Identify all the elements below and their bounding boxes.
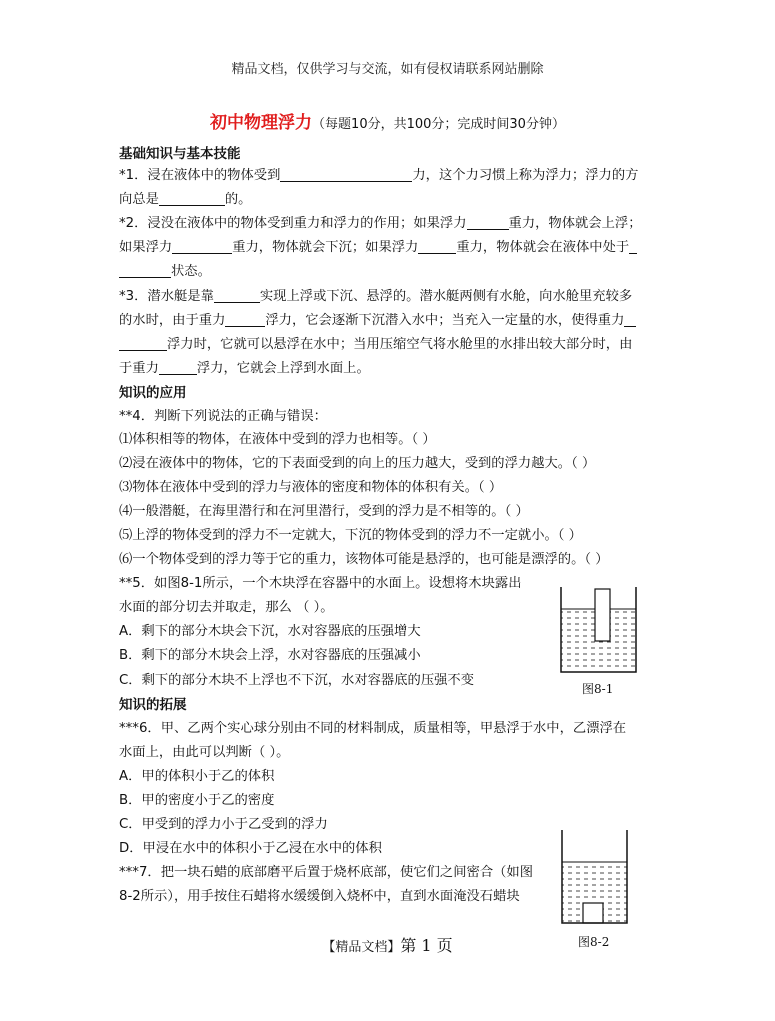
q3-line2: 的水时，由于重力 浮力，它会逐渐下沉潜入水中；当充入一定量的水，使得重力 xyxy=(119,310,636,332)
q5-stem-line1: **5．如图8-1所示，一个木块浮在容器中的水面上。设想将木块露出 xyxy=(119,576,522,591)
q5-option-a: A．剩下的部分木块会下沉，水对容器底的压强增大 xyxy=(119,624,421,639)
q1-line1: *1．浸在液体中的物体受到 力，这个力习惯上称为浮力；浮力的方 xyxy=(119,168,639,183)
figure-8-2-wax-in-beaker xyxy=(559,828,631,928)
wax-block xyxy=(583,903,603,923)
q3-blank-4 xyxy=(159,360,197,375)
q1-blank-2 xyxy=(159,191,225,206)
wood-block xyxy=(595,589,610,641)
page-footer xyxy=(0,933,775,956)
q6-option-d: D．甲浸在水中的体积小于乙浸在水中的体积 xyxy=(119,841,382,856)
section-heading-basic: 基础知识与基本技能 xyxy=(119,146,241,162)
q6-option-b: B．甲的密度小于乙的密度 xyxy=(119,793,275,808)
q2-blank-4a xyxy=(629,239,637,254)
q2-blank-3 xyxy=(418,239,456,254)
title-main: 初中物理浮力 xyxy=(210,113,313,133)
q2-line3: 状态。 xyxy=(119,261,211,283)
q3-blank-1 xyxy=(214,288,260,303)
q7-stem-line1: ***7．把一块石蜡的底部磨平后置于烧杯底部，使它们之间密合（如图 xyxy=(119,865,534,880)
q5-option-b: B．剩下的部分木块会上浮，水对容器底的压强减小 xyxy=(119,648,421,663)
q2-blank-4b xyxy=(119,263,171,278)
q6-option-c: C．甲受到的浮力小于乙受到的浮力 xyxy=(119,817,328,832)
q2-line2: 如果浮力 重力，物体就会下沉；如果浮力 重力，物体就会在液体中处于 xyxy=(119,237,637,259)
q2-blank-1 xyxy=(467,215,509,230)
q6-stem-line1: ***6．甲、乙两个实心球分别由不同的材料制成，质量相等，甲悬浮于水中，乙漂浮在 xyxy=(119,721,627,736)
watermark-text: 精品文档，仅供学习与交流，如有侵权请联系网站删除 xyxy=(231,62,544,77)
figure-8-1-label: 图8-1 xyxy=(582,682,614,696)
q3-line1: *3．潜水艇是靠 实现上浮或下沉、悬浮的。潜水艇两侧有水舱，向水舱里充较多 xyxy=(119,289,633,304)
q2-line1: *2．浸没在液体中的物体受到重力和浮力的作用；如果浮力 重力，物体就会上浮； xyxy=(119,216,642,231)
footer-tag: 【精品文档】 xyxy=(322,940,401,955)
q4-item: ⑶物体在液体中受到的浮力与液体的密度和物体的体积有关。（ ） xyxy=(119,480,503,495)
q4-item: ⑸上浮的物体受到的浮力不一定就大，下沉的物体受到的浮力不一定就小。（ ） xyxy=(119,528,582,543)
q4-item: ⑷一般潜艇，在海里潜行和在河里潜行，受到的浮力是不相等的。（ ） xyxy=(119,504,529,519)
section-heading-extend: 知识的拓展 xyxy=(119,697,187,713)
q1-line2: 向总是 的。 xyxy=(119,192,252,207)
figure-8-1-floating-block xyxy=(558,585,640,677)
q4-item: ⑹一个物体受到的浮力等于它的重力，该物体可能是悬浮的，也可能是漂浮的。（ ） xyxy=(119,552,609,567)
q6-stem-line2: 水面上，由此可以判断（ ）。 xyxy=(119,745,290,760)
q3-line4: 于重力 浮力，它就会上浮到水面上。 xyxy=(119,361,370,376)
page-title xyxy=(0,108,775,133)
q3-blank-3a xyxy=(624,312,636,327)
q5-stem-line2: 水面的部分切去并取走，那么 （ ）。 xyxy=(119,600,334,615)
q1-blank-1 xyxy=(280,167,412,182)
q4-stem: **4．判断下列说法的正确与错误： xyxy=(119,409,327,424)
q6-option-a: A．甲的体积小于乙的体积 xyxy=(119,769,275,784)
q3-blank-3b xyxy=(119,336,167,351)
q5-option-c: C．剩下的部分木块不上浮也不下沉，水对容器底的压强不变 xyxy=(119,673,475,688)
section-heading-apply: 知识的应用 xyxy=(119,385,187,401)
q4-item: ⑵浸在液体中的物体，它的下表面受到的向上的压力越大，受到的浮力越大。（ ） xyxy=(119,456,596,471)
q2-blank-2 xyxy=(172,239,232,254)
q3-line3: 浮力时，它就可以悬浮在水中；当用压缩空气将水舱里的水排出较大部分时，由 xyxy=(119,334,632,356)
q4-item: ⑴体积相等的物体，在液体中受到的浮力也相等。（ ） xyxy=(119,432,436,447)
q3-blank-2 xyxy=(225,312,265,327)
page-number: 第 1 页 xyxy=(400,936,453,955)
title-meta: （每题10分，共100分；完成时间30分钟） xyxy=(312,117,565,132)
figure-8-2-label: 图8-2 xyxy=(578,935,610,949)
q7-stem-line2: 8-2所示），用手按住石蜡将水缓缓倒入烧杯中，直到水面淹没石蜡块 xyxy=(119,889,520,904)
